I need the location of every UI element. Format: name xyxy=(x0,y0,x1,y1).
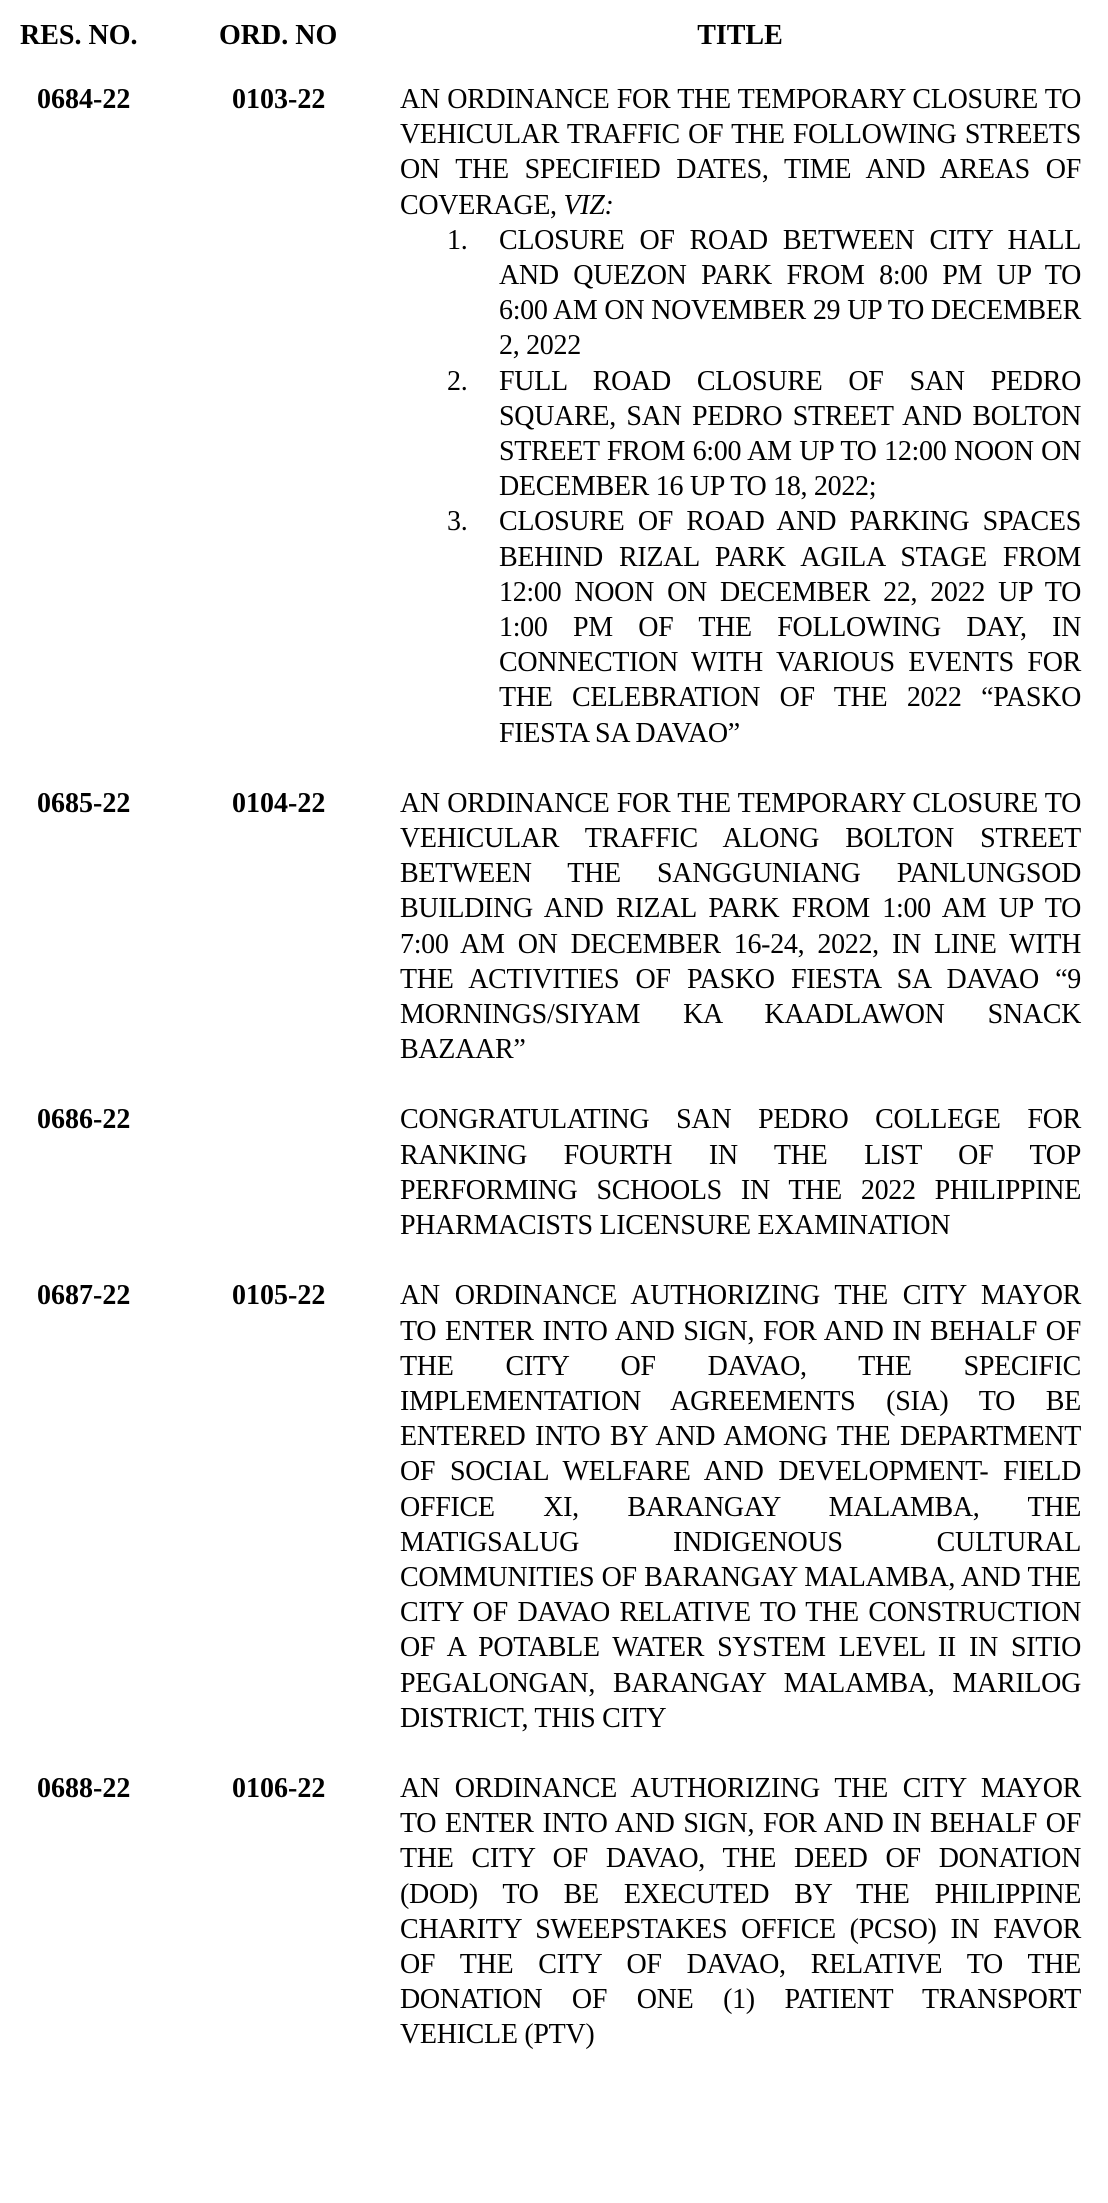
list-item xyxy=(400,364,1081,505)
closure-list xyxy=(400,223,1081,751)
ord-no-header: ORD. NO xyxy=(219,20,338,51)
table-row xyxy=(0,1771,1108,2053)
title-intro xyxy=(400,82,1081,223)
res-number: 0684-22 xyxy=(37,84,131,115)
list-item-text: CLOSURE OF ROAD BETWEEN CITY HALL AND QUEZON PARK FROM 8:00 PM UP TO 6:00 AM ON NOVEMBER 29 UP TO DECEMBER 2, 2022 xyxy=(499,224,1081,362)
row-title: AN ORDINANCE FOR THE TEMPORARY CLOSURE TO VEHICULAR TRAFFIC ALONG BOLTON STREET BETWEEN THE SANGGUNIANG PANLUNGSOD BUILDING AND RIZAL PARK FROM 1:00 AM UP TO 7:00 AM ON DECEMBER 16-24, 2022, IN LINE WITH THE ACTIVITIES OF PASKO FIESTA SA DAVAO “9 MORNINGS/SIYAM KA KAADLAWON SNACK BAZAAR” xyxy=(400,787,1081,1066)
res-number: 0685-22 xyxy=(37,787,131,819)
list-item-number: 2. xyxy=(447,365,468,397)
title-intro-text: AN ORDINANCE FOR THE TEMPORARY CLOSURE TO VEHICULAR TRAFFIC OF THE FOLLOWING STREETS ON THE SPECIFIED DATES, TIME AND AREAS OF COVERAGE, xyxy=(400,84,1081,221)
ord-number: 0104-22 xyxy=(232,787,326,819)
table-row xyxy=(0,786,1108,1068)
list-item-text: FULL ROAD CLOSURE OF SAN PEDRO SQUARE, SAN PEDRO STREET AND BOLTON STREET FROM 6:00 AM UP TO 12:00 NOON ON DECEMBER 16 UP TO 18, 2022; xyxy=(499,365,1081,503)
table-row xyxy=(0,82,1108,751)
title-header: TITLE xyxy=(697,20,783,51)
list-item xyxy=(400,223,1081,364)
list-item-text: CLOSURE OF ROAD AND PARKING SPACES BEHIND RIZAL PARK AGILA STAGE FROM 12:00 NOON ON DECEMBER 22, 2022 UP TO 1:00 PM OF THE FOLLOWING DAY, IN CONNECTION WITH VARIOUS EVENTS FOR THE CELEBRATION OF THE 2022 “PASKO FIESTA SA DAVAO” xyxy=(499,506,1081,749)
res-no-header: RES. NO. xyxy=(20,20,138,51)
table-header xyxy=(0,18,1108,58)
ord-number: 0106-22 xyxy=(232,1772,326,1804)
table-row xyxy=(0,1102,1108,1243)
res-number: 0686-22 xyxy=(37,1104,131,1136)
list-item-number: 1. xyxy=(447,224,468,256)
row-title: CONGRATULATING SAN PEDRO COLLEGE FOR RANKING FOURTH IN THE LIST OF TOP PERFORMING SCHOOLS IN THE 2022 PHILIPPINE PHARMACISTS LICENSURE EXAMINATION xyxy=(400,1104,1081,1242)
row-title: AN ORDINANCE AUTHORIZING THE CITY MAYOR TO ENTER INTO AND SIGN, FOR AND IN BEHALF OF THE CITY OF DAVAO, THE DEED OF DONATION (DOD) TO BE EXECUTED BY THE PHILIPPINE CHARITY SWEEPSTAKES OFFICE (PCSO) IN FAVOR OF THE CITY OF DAVAO, RELATIVE TO THE DONATION OF ONE (1) PATIENT TRANSPORT VEHICLE (PTV) xyxy=(400,1772,1081,2051)
resolution-list xyxy=(0,82,1108,2088)
list-item xyxy=(400,504,1081,750)
title-viz: VIZ: xyxy=(563,189,614,221)
row-title xyxy=(400,82,1081,751)
res-number: 0687-22 xyxy=(37,1280,131,1312)
ord-number: 0103-22 xyxy=(232,84,326,115)
table-row xyxy=(0,1278,1108,1736)
ord-number: 0105-22 xyxy=(232,1280,326,1312)
row-title: AN ORDINANCE AUTHORIZING THE CITY MAYOR TO ENTER INTO AND SIGN, FOR AND IN BEHALF OF THE CITY OF DAVAO, THE SPECIFIC IMPLEMENTATION AGREEMENTS (SIA) TO BE ENTERED INTO BY AND AMONG THE DEPARTMENT OF SOCIAL WELFARE AND DEVELOPMENT- FIELD OFFICE XI, BARANGAY MALAMBA, THE MATIGSALUG INDIGENOUS CULTURAL COMMUNITIES OF BARANGAY MALAMBA, AND THE CITY OF DAVAO RELATIVE TO THE CONSTRUCTION OF A POTABLE WATER SYSTEM LEVEL II IN SITIO PEGALONGAN, BARANGAY MALAMBA, MARILOG DISTRICT, THIS CITY xyxy=(400,1280,1081,1734)
list-item-number: 3. xyxy=(447,506,468,538)
res-number: 0688-22 xyxy=(37,1772,131,1804)
